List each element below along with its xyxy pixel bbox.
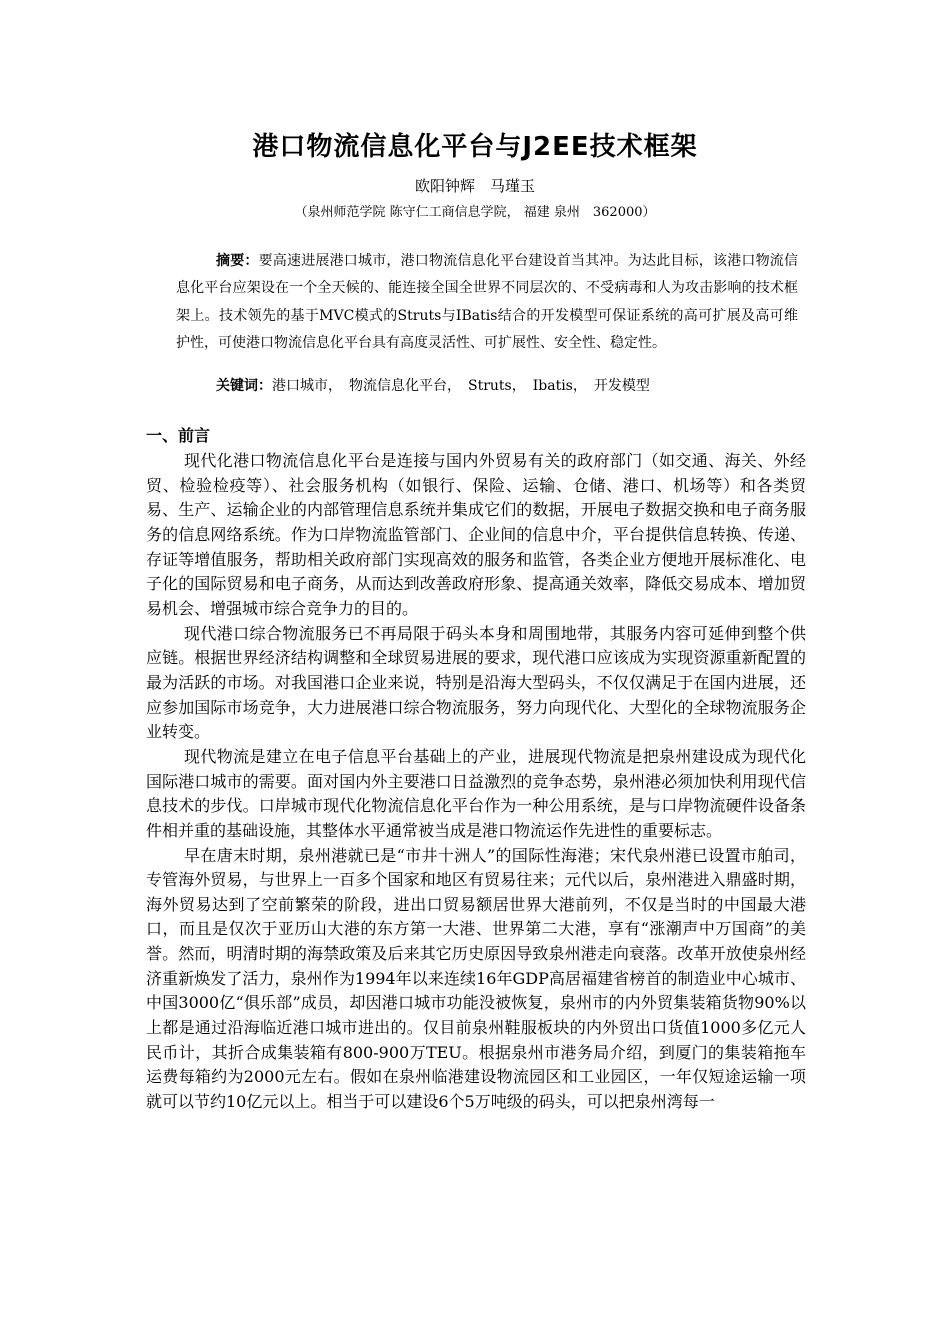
abstract-text: 要高速进展港口城市，港口物流信息化平台建设首当其冲。为达此目标，该港口物流信息化平台应架设在一个全天候的、能连接全国全世界不同层次的、不受病毒和人为攻击影响的技术框架上。技术领先的基于MVC模式的Struts与IBatis结合的开发模型可保证系统的高可扩展及高可维护性，可使港口物流信息化平台具有高度灵活性、可扩展性、安全性、稳定性。 bbox=[176, 253, 799, 351]
keywords-text: 港口城市， 物流信息化平台， Struts， Ibatis， 开发模型 bbox=[272, 378, 650, 394]
section-heading-preface: 一、前言 bbox=[146, 426, 211, 445]
keywords-label: 关键词： bbox=[216, 378, 272, 394]
body-text bbox=[146, 449, 806, 1115]
paragraph: 早在唐末时期，泉州港就已是“市井十洲人”的国际性海港；宋代泉州港已设置市舶司，专管海外贸易，与世界上一百多个国家和地区有贸易往来；元代以后，泉州港进入鼎盛时期，海外贸易达到了空前繁荣的阶段，进出口贸易额居世界大港前列，不仅是当时的中国最大港口，而且是仅次于亚历山大港的东方第一大港、世界第二大港，享有“涨潮声中万国商”的美誉。然而，明清时期的海禁政策及后来其它历史原因导致泉州港走向衰落。改革开放使泉州经济重新焕发了活力，泉州作为1994年以来连续16年GDP高居福建省榜首的制造业中心城市、中国3000亿“俱乐部”成员，却因港口城市功能没被恢复，泉州市的内外贸集装箱货物90%以上都是通过沿海临近港口城市进出的。仅目前泉州鞋服板块的内外贸出口货值1000多亿元人民币计，其折合成集装箱有800-900万TEU。根据泉州市港务局介绍，到厦门的集装箱拖车运费每箱约为2000元左右。假如在泉州临港建设物流园区和工业园区，一年仅短途运输一项就可以节约10亿元以上。相当于可以建设6个5万吨级的码头，可以把泉州湾每一 bbox=[146, 845, 806, 1112]
paragraph: 现代物流是建立在电子信息平台基础上的产业，进展现代物流是把泉州建设成为现代化国际港口城市的需要。面对国内外主要港口日益激烈的竞争态势，泉州港必须加快利用现代信息技术的步伐。口岸城市现代化物流信息化平台作为一种公用系统，是与口岸物流硬件设备条件相并重的基础设施，其整体水平通常被当成是港口物流运作先进性的重要标志。 bbox=[146, 746, 806, 840]
paragraph: 现代港口综合物流服务已不再局限于码头本身和周围地带，其服务内容可延伸到整个供应链。根据世界经济结构调整和全球贸易进展的要求，现代港口应该成为实现资源重新配置的最为活跃的市场。对我国港口企业来说，特别是沿海大型码头，不仅仅满足于在国内进展，还应参加国际市场竞争，大力进展港口综合物流服务，努力向现代化、大型化的全球物流服务企业转变。 bbox=[146, 623, 806, 742]
paper-authors: 欧阳钟辉 马瑾玉 bbox=[414, 177, 535, 195]
keywords bbox=[176, 373, 798, 400]
paper-affiliation: （泉州师范学院 陈守仁工商信息学院， 福建 泉州 362000） bbox=[294, 205, 656, 220]
paper-title: 港口物流信息化平台与J2EE技术框架 bbox=[252, 132, 698, 162]
abstract-label: 摘要： bbox=[216, 253, 259, 269]
abstract bbox=[176, 248, 798, 357]
paragraph: 现代化港口物流信息化平台是连接与国内外贸易有关的政府部门（如交通、海关、外经贸、检验检疫等）、社会服务机构（如银行、保险、运输、仓储、港口、机场等）和各类贸易、生产、运输企业的内部管理信息系统并集成它们的数据，开展电子数据交换和电子商务服务的信息网络系统。作为口岸物流监管部门、企业间的信息中介，平台提供信息转换、传递、存证等增值服务，帮助相关政府部门实现高效的服务和监管，各类企业方便地开展标准化、电子化的国际贸易和电子商务，从而达到改善政府形象、提高通关效率，降低交易成本、增加贸易机会、增强城市综合竞争力的目的。 bbox=[146, 451, 806, 618]
